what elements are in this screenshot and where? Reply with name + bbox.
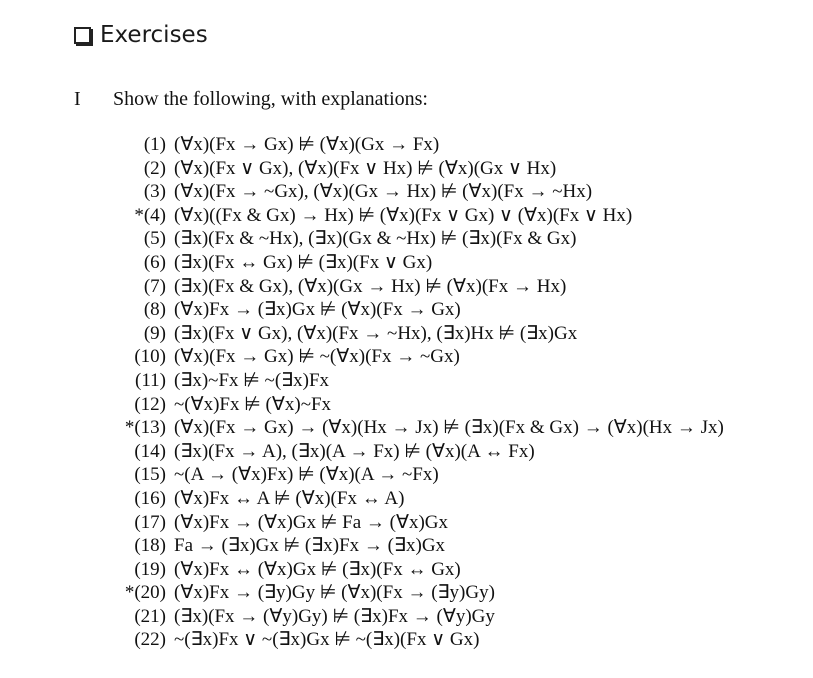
item-number: *(20) <box>124 582 166 604</box>
item-number: (6) <box>143 251 166 273</box>
item-formula: (∀x)Fx → (∃y)Gy ⊭ (∀x)(Fx → (∃y)Gy) <box>174 582 495 604</box>
list-item <box>116 487 806 511</box>
item-number: (11) <box>135 369 166 391</box>
list-item <box>116 416 806 440</box>
item-number: (9) <box>143 322 166 344</box>
list-item <box>116 345 806 369</box>
item-formula: (∀x)Fx ↔ (∀x)Gx ⊭ (∃x)(Fx ↔ Gx) <box>174 558 461 580</box>
list-item <box>116 369 806 393</box>
list-item <box>116 534 806 558</box>
item-formula: (∀x)(Fx ∨ Gx), (∀x)(Fx ∨ Hx) ⊭ (∀x)(Gx ∨ Hx) <box>174 157 557 179</box>
list-item <box>116 440 806 464</box>
item-number: (18) <box>134 535 166 557</box>
item-formula: (∀x)Fx ↔ A ⊭ (∀x)(Fx ↔ A) <box>174 487 405 509</box>
list-item <box>116 511 806 535</box>
list-item <box>116 628 806 652</box>
item-number: (10) <box>134 346 166 368</box>
list-item <box>116 298 806 322</box>
exercise-list <box>116 133 806 652</box>
item-formula: ~(∀x)Fx ⊭ (∀x)~Fx <box>174 393 332 415</box>
item-formula: (∃x)(Fx ↔ Gx) ⊭ (∃x)(Fx ∨ Gx) <box>174 251 433 273</box>
item-number: (3) <box>143 181 166 203</box>
list-item <box>116 558 806 582</box>
item-formula: Fa → (∃x)Gx ⊭ (∃x)Fx → (∃x)Gx <box>174 535 446 557</box>
list-item <box>116 605 806 629</box>
item-formula: ~(∃x)Fx ∨ ~(∃x)Gx ⊭ ~(∃x)(Fx ∨ Gx) <box>174 629 480 651</box>
item-formula: (∃x)(Fx & Gx), (∀x)(Gx → Hx) ⊭ (∀x)(Fx → Hx) <box>174 275 567 297</box>
list-item <box>116 204 806 228</box>
item-formula: (∀x)((Fx & Gx) → Hx) ⊭ (∀x)(Fx ∨ Gx) ∨ (∀x)(Fx ∨ Hx) <box>174 204 633 226</box>
item-formula: (∀x)(Fx → ~Gx), (∀x)(Gx → Hx) ⊭ (∀x)(Fx → ~Hx) <box>174 181 593 203</box>
list-item <box>116 251 806 275</box>
item-number: (8) <box>143 299 166 321</box>
item-formula: (∀x)(Fx → Gx) ⊭ (∀x)(Gx → Fx) <box>174 134 440 155</box>
item-number: (21) <box>134 605 166 627</box>
exercise-number: I <box>74 88 81 110</box>
checkbox-icon <box>74 27 91 44</box>
item-number: *(13) <box>124 417 166 439</box>
item-number: (16) <box>134 487 166 509</box>
list-item <box>116 227 806 251</box>
item-number: (19) <box>134 558 166 580</box>
list-item <box>116 463 806 487</box>
item-number: (17) <box>134 511 166 533</box>
item-formula: (∀x)Fx → (∀x)Gx ⊭ Fa → (∀x)Gx <box>174 511 449 533</box>
item-formula: ~(A → (∀x)Fx) ⊭ (∀x)(A → ~Fx) <box>174 464 439 486</box>
item-number: (7) <box>143 275 166 297</box>
item-formula: (∀x)(Fx → Gx) ⊭ ~(∀x)(Fx → ~Gx) <box>174 346 460 368</box>
item-number: (12) <box>134 393 166 415</box>
item-number: (15) <box>134 464 166 486</box>
list-item <box>116 133 806 157</box>
section-title: Exercises <box>100 22 208 48</box>
item-number: (14) <box>134 440 166 462</box>
item-formula: (∃x)(Fx → (∀y)Gy) ⊭ (∃x)Fx → (∀y)Gy <box>174 605 495 627</box>
item-number: (5) <box>143 228 166 250</box>
item-number: (1) <box>143 134 166 155</box>
item-formula: (∃x)(Fx ∨ Gx), (∀x)(Fx → ~Hx), (∃x)Hx ⊭ (∃x)Gx <box>174 322 578 344</box>
section-heading <box>74 22 208 48</box>
item-formula: (∃x)(Fx & ~Hx), (∃x)(Gx & ~Hx) ⊭ (∃x)(Fx & Gx) <box>174 228 577 250</box>
item-formula: (∃x)~Fx ⊭ ~(∃x)Fx <box>174 369 330 391</box>
list-item <box>116 275 806 299</box>
list-item <box>116 157 806 181</box>
item-formula: (∀x)(Fx → Gx) → (∀x)(Hx → Jx) ⊭ (∃x)(Fx & Gx) → (∀x)(Hx → Jx) <box>174 417 724 439</box>
list-item <box>116 393 806 417</box>
item-number: *(4) <box>134 204 166 226</box>
item-number: (2) <box>143 157 166 179</box>
list-item <box>116 581 806 605</box>
item-number: (22) <box>134 629 166 651</box>
list-item <box>116 322 806 346</box>
exercise-instruction: Show the following, with explanations: <box>113 88 428 110</box>
list-item <box>116 180 806 204</box>
item-formula: (∀x)Fx → (∃x)Gx ⊭ (∀x)(Fx → Gx) <box>174 299 461 321</box>
item-formula: (∃x)(Fx → A), (∃x)(A → Fx) ⊭ (∀x)(A ↔ Fx) <box>174 440 535 462</box>
